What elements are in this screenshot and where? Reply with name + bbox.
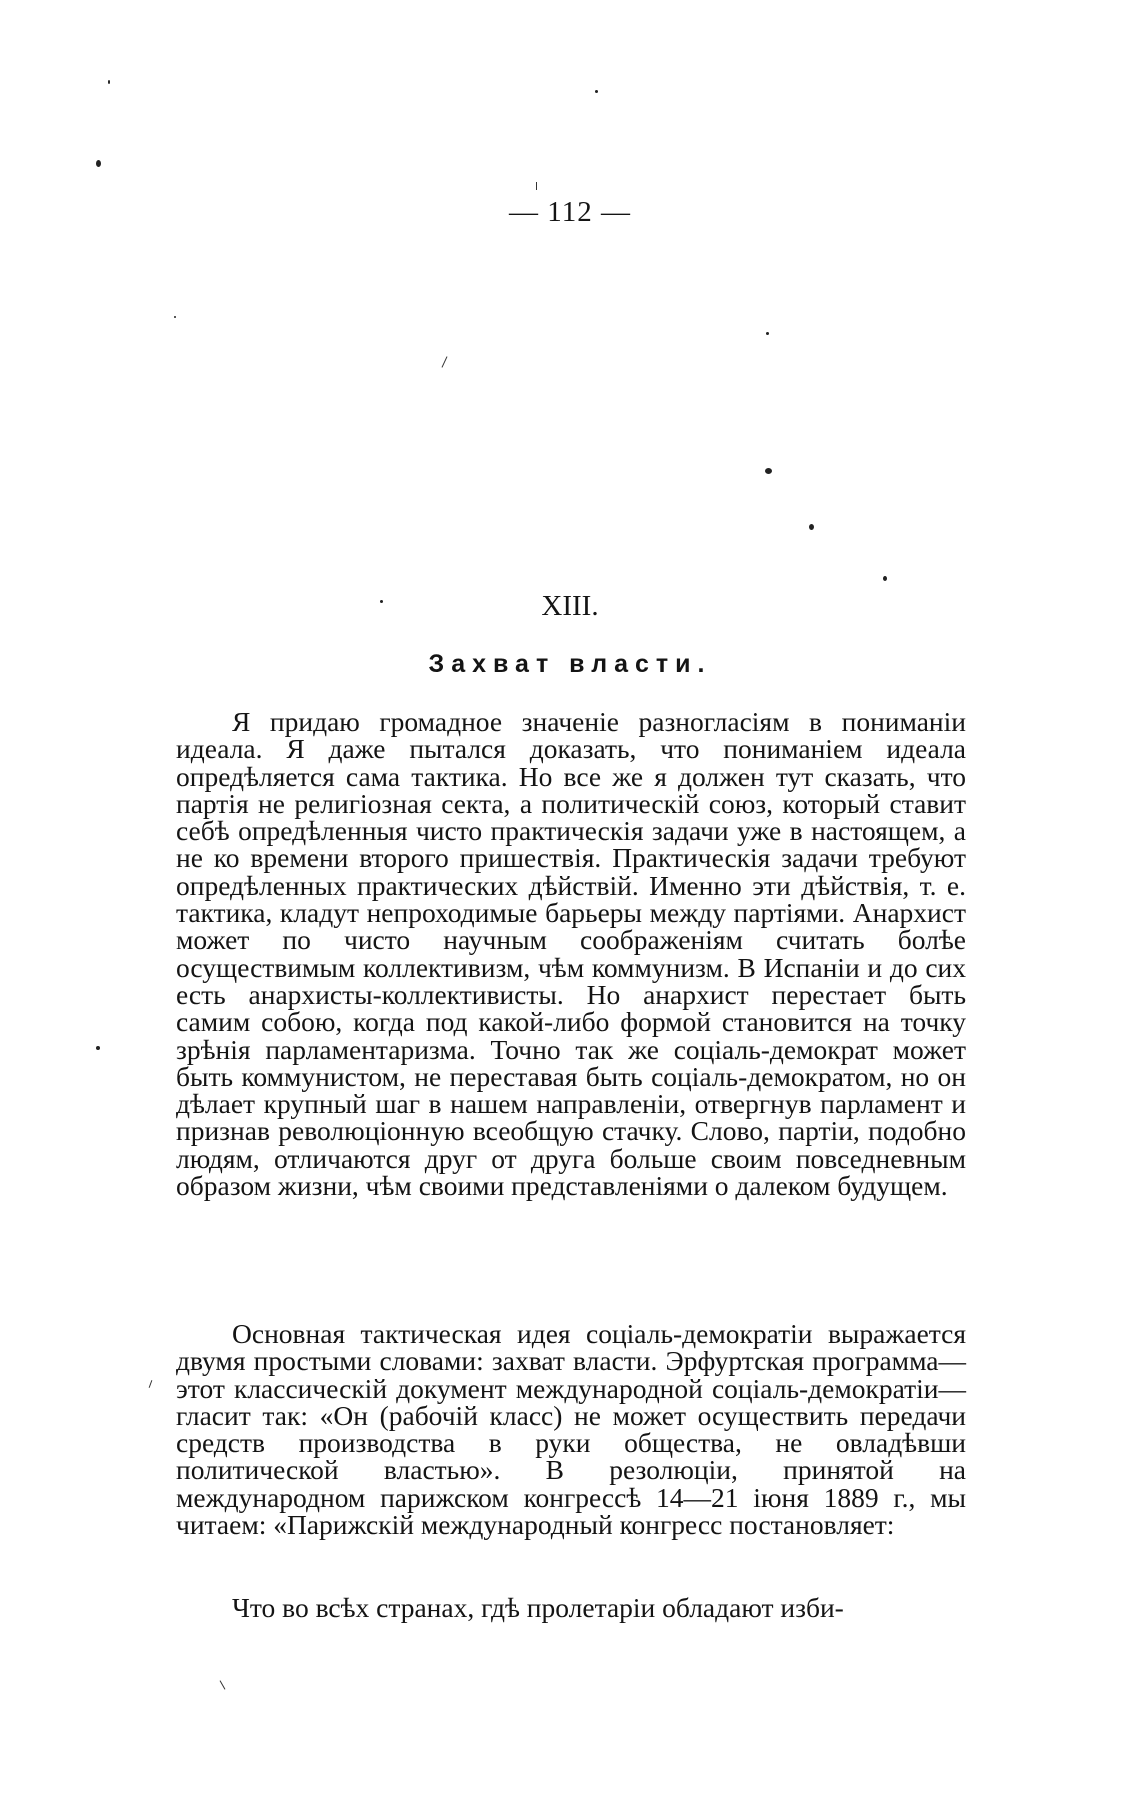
scan-speck bbox=[766, 332, 769, 335]
scan-speck bbox=[96, 160, 101, 167]
scan-speck bbox=[883, 576, 887, 581]
scan-speck bbox=[595, 90, 598, 93]
scan-speck bbox=[96, 1046, 100, 1050]
scan-mark bbox=[442, 356, 448, 367]
scan-mark bbox=[149, 1380, 153, 1388]
chapter-number: XIII. bbox=[541, 590, 599, 622]
scan-speck bbox=[174, 316, 176, 318]
scan-speck bbox=[765, 468, 772, 474]
scan-speck bbox=[380, 600, 383, 603]
paragraph-1 bbox=[176, 706, 966, 1202]
scan-speck bbox=[108, 80, 110, 84]
paragraph-text: Основная тактическая идея соціаль-демократіи выражается двумя простыми словами: захват власти. Эрфуртская программа—этот классическій документ международной соціаль-демократіи—гласит так: «Он (рабочій класс) не может осуществить передачи средств производства в руки общества, не овладѣвши политической властью». В резолюціи, принятой на международном парижском конгрессѣ 14—21 іюня 1889 г., мы читаем: «Парижскій международный конгресс постановляет: bbox=[176, 1318, 966, 1541]
paragraph-2 bbox=[176, 1318, 966, 1541]
paragraph-text: Я придаю громадное значеніе разногласіям в пониманіи идеала. Я даже пытался доказать, что пониманіем идеала опредѣляется сама тактика. Но все же я должен тут сказать, что партія не религіозная секта, а политическій союз, который ставит себѣ опредѣленныя чисто практическія задачи уже в настоящем, а не ко времени второго пришествія. Практическія задачи требуют опредѣленных практических дѣйствій. Именно эти дѣйствія, т. е. тактика, кладут непроходимые барьеры между партіями. Анархист может по чисто научным соображеніям считать болѣе осуществимым коллективизм, чѣм коммунизм. В Испаніи и до сих есть анархисты-коллективисты. Но анархист перестает быть самим собою, когда под какой-либо формой становится на точку зрѣнія парламентаризма. Точно так же соціаль-демократ может быть коммунистом, не переставая быть соціаль-демократом, но он дѣлает крупный шаг в нашем направленіи, отвергнув парламент и признав революціонную всеобщую стачку. Слово, партіи, подобно людям, отличаются друг от друга больше своим повседневным образом жизни, чѣм своими представленіями о далеком будущем. bbox=[176, 706, 966, 1202]
scan-mark bbox=[220, 1680, 226, 1689]
paragraph-text: Что во всѣх странах, гдѣ пролетаріи обладают изби- bbox=[232, 1592, 844, 1623]
scan-mark bbox=[536, 182, 537, 190]
page-number: — 112 — bbox=[509, 196, 631, 228]
chapter-title: Захват власти. bbox=[428, 650, 712, 678]
paragraph-3 bbox=[176, 1594, 966, 1621]
scan-speck bbox=[809, 524, 814, 530]
